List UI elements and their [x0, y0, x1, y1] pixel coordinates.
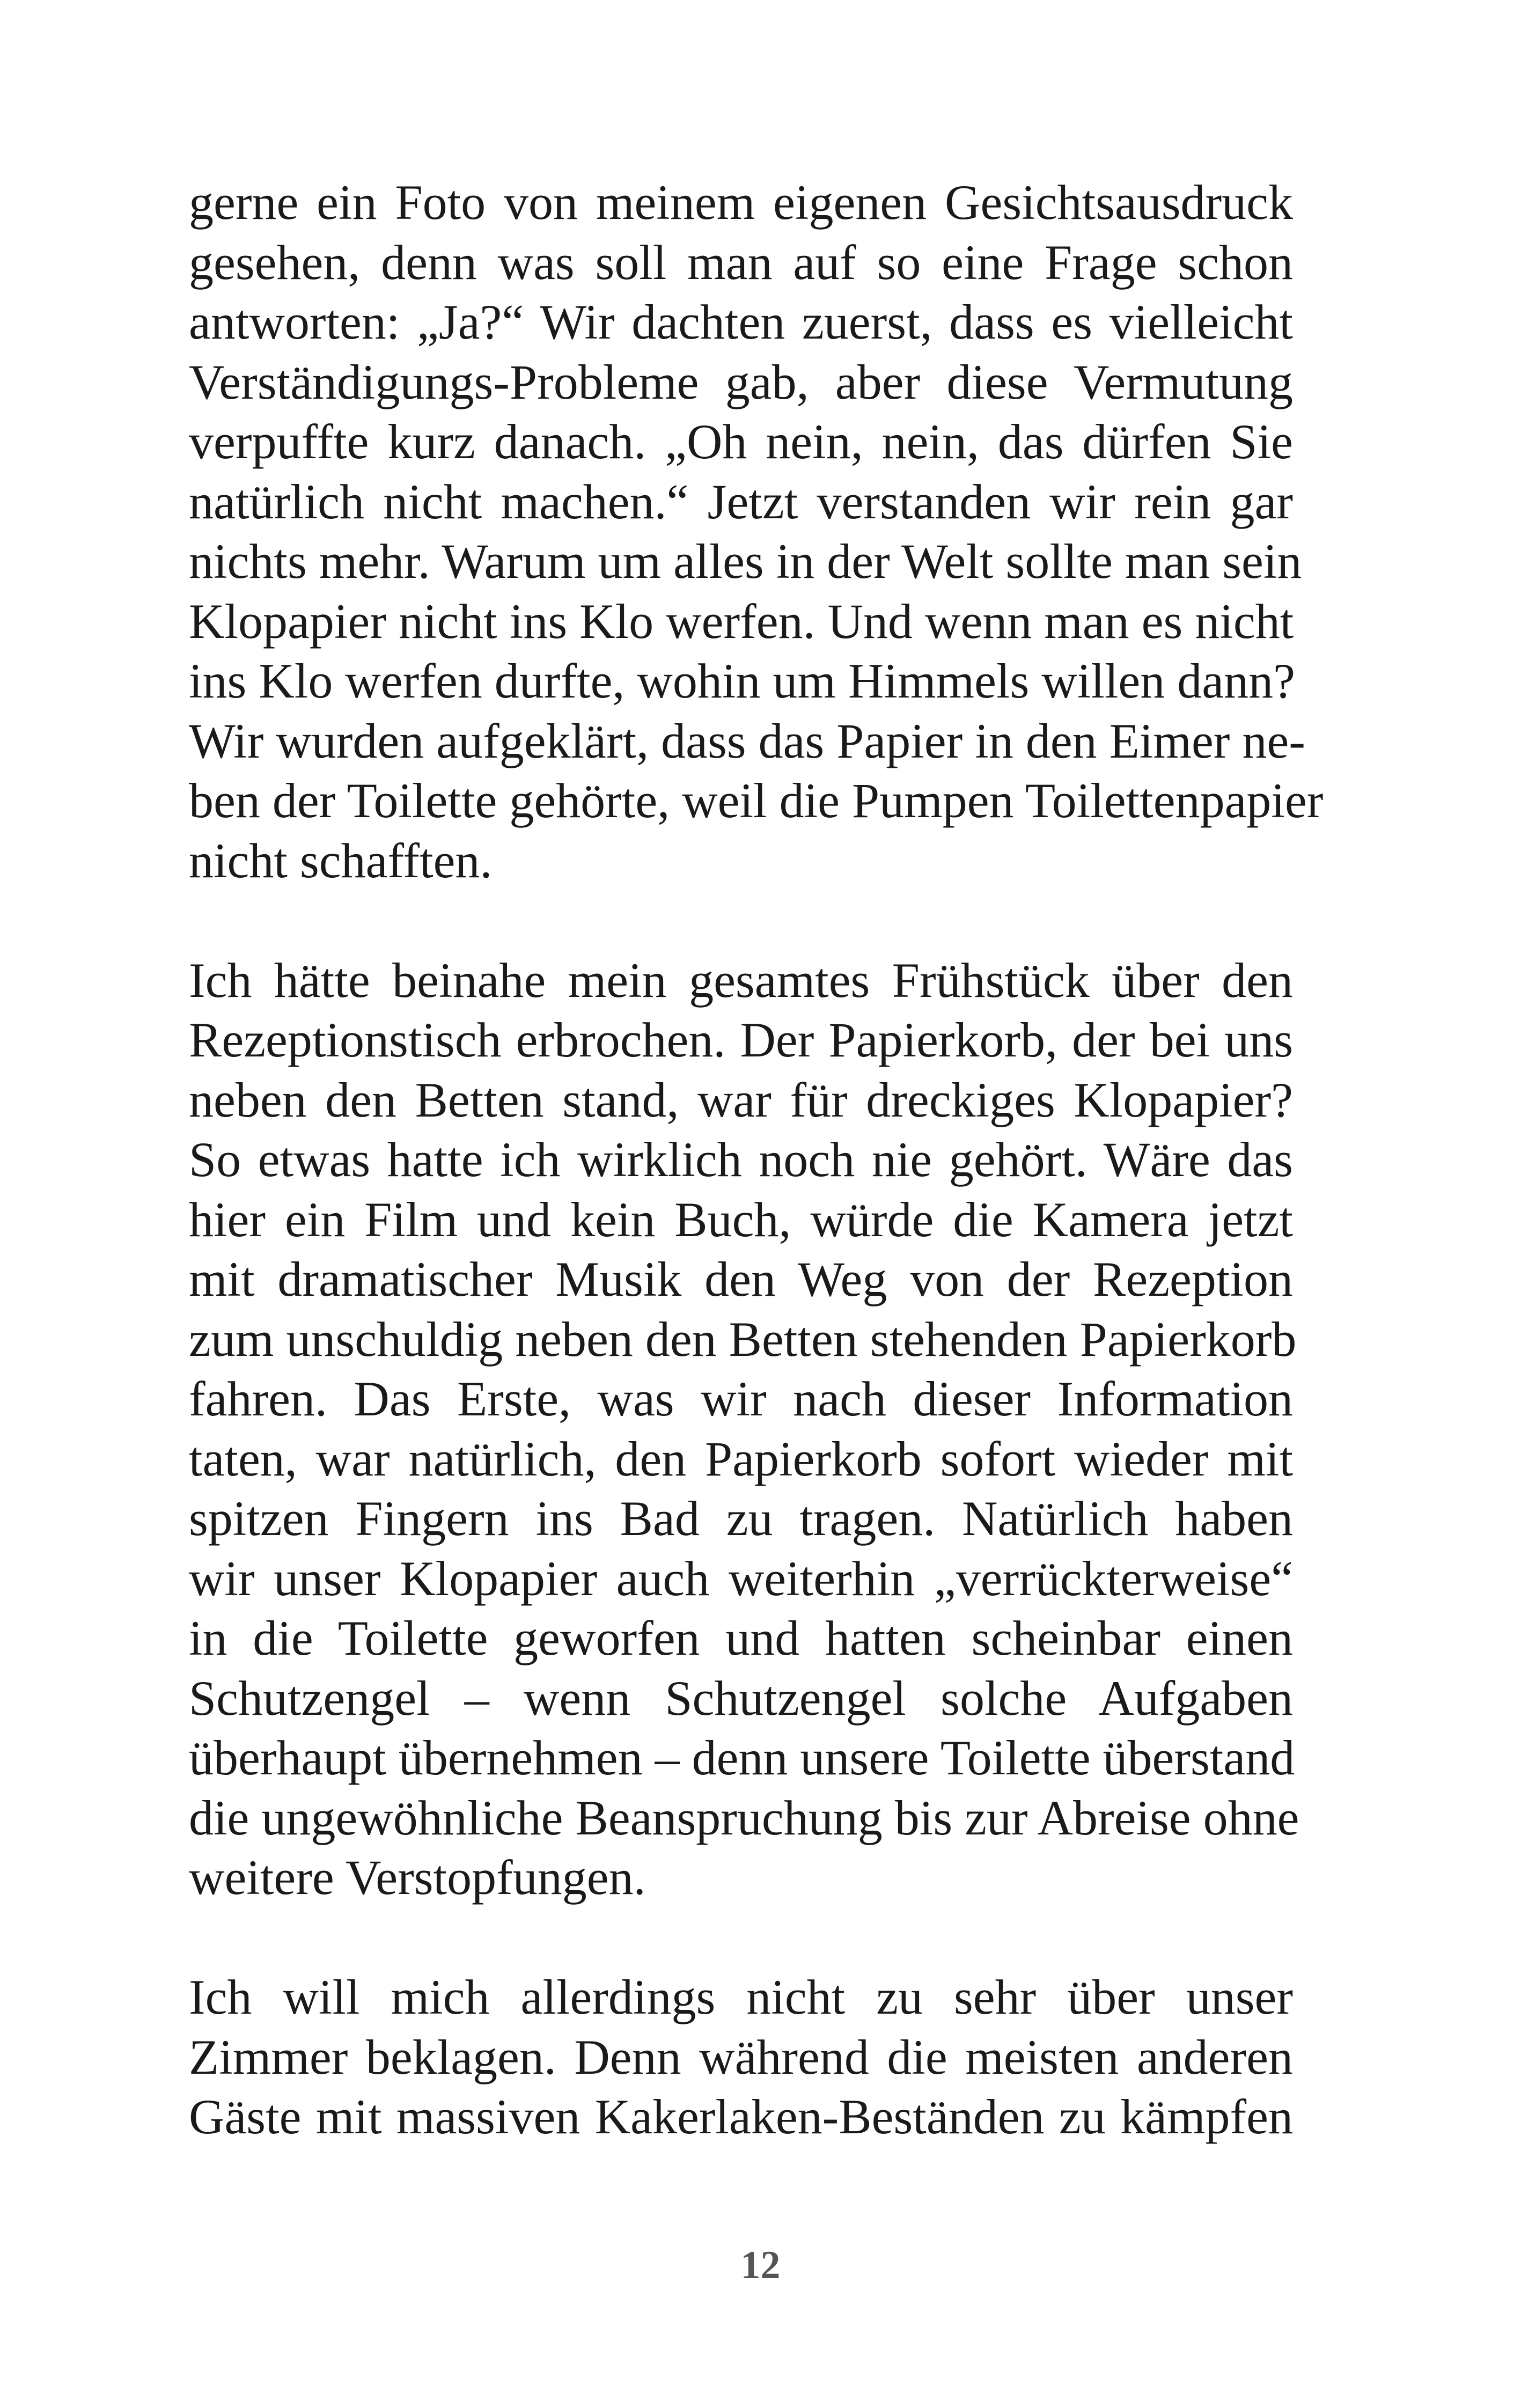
- text-line: gerne ein Foto von meinem eigenen Gesichtsausdruck: [189, 175, 1293, 230]
- text-line: Ich hätte beinahe mein gesamtes Frühstück über den: [189, 952, 1293, 1008]
- body-text: [189, 173, 1324, 2147]
- text-line: Wir wurden aufgeklärt, dass das Papier in den Eimer ne-: [189, 713, 1305, 768]
- text-line: ben der Toilette gehörte, weil die Pumpen Toilettenpapier: [189, 773, 1324, 828]
- paragraph-spacer: [189, 891, 1293, 951]
- text-line: fahren. Das Erste, was wir nach dieser Information: [189, 1371, 1293, 1426]
- text-line: weitere Verstopfungen.: [189, 1850, 646, 1905]
- text-line: nicht schafften.: [189, 833, 493, 888]
- paragraph-2: [189, 951, 1299, 1908]
- text-line: in die Toilette geworfen und hatten scheinbar einen: [189, 1611, 1293, 1665]
- text-line: Gäste mit massiven Kakerlaken-Beständen zu kämpfen: [189, 2089, 1293, 2144]
- text-line: So etwas hatte ich wirklich noch nie gehört. Wäre das: [189, 1132, 1293, 1187]
- text-line: Schutzengel – wenn Schutzengel solche Aufgaben: [189, 1670, 1293, 1726]
- paragraph-spacer: [189, 1908, 1293, 1968]
- text-line: Verständigungs-Probleme gab, aber diese Vermutung: [189, 354, 1293, 409]
- text-line: neben den Betten stand, war für dreckiges Klopapier?: [189, 1072, 1293, 1127]
- text-line: hier ein Film und kein Buch, würde die Kamera jetzt: [189, 1192, 1293, 1247]
- text-line: natürlich nicht machen.“ Jetzt verstanden wir rein gar: [189, 474, 1293, 529]
- text-line: nichts mehr. Warum um alles in der Welt sollte man sein: [189, 534, 1302, 589]
- text-line: spitzen Fingern ins Bad zu tragen. Natürlich haben: [189, 1491, 1293, 1546]
- text-line: Rezeptionstisch erbrochen. Der Papierkorb, der bei uns: [189, 1012, 1293, 1067]
- paragraph-3: [189, 1967, 1293, 2147]
- text-line: zum unschuldig neben den Betten stehenden Papierkorb: [189, 1311, 1297, 1367]
- text-line: gesehen, denn was soll man auf so eine Frage schon: [189, 234, 1293, 290]
- text-line: ins Klo werfen durfte, wohin um Himmels willen dann?: [189, 654, 1295, 708]
- text-line: wir unser Klopapier auch weiterhin „verrückterweise“: [189, 1551, 1293, 1606]
- text-line: Zimmer beklagen. Denn während die meisten anderen: [189, 2029, 1293, 2084]
- text-line: die ungewöhnliche Beanspruchung bis zur Abreise ohne: [189, 1790, 1299, 1845]
- page-number: 12: [740, 2243, 781, 2287]
- text-line: taten, war natürlich, den Papierkorb sofort wieder mit: [189, 1431, 1293, 1486]
- text-line: Klopapier nicht ins Klo werfen. Und wenn man es nicht: [189, 593, 1294, 649]
- text-line: antworten: „Ja?“ Wir dachten zuerst, dass es vielleicht: [189, 295, 1293, 349]
- text-line: mit dramatischer Musik den Weg von der Rezeption: [189, 1252, 1293, 1306]
- text-line: Ich will mich allerdings nicht zu sehr über unser: [189, 1970, 1293, 2024]
- text-line: überhaupt übernehmen – denn unsere Toilette überstand: [189, 1730, 1295, 1785]
- paragraph-1: [189, 173, 1324, 891]
- text-line: verpuffte kurz danach. „Oh nein, nein, das dürfen Sie: [189, 414, 1293, 469]
